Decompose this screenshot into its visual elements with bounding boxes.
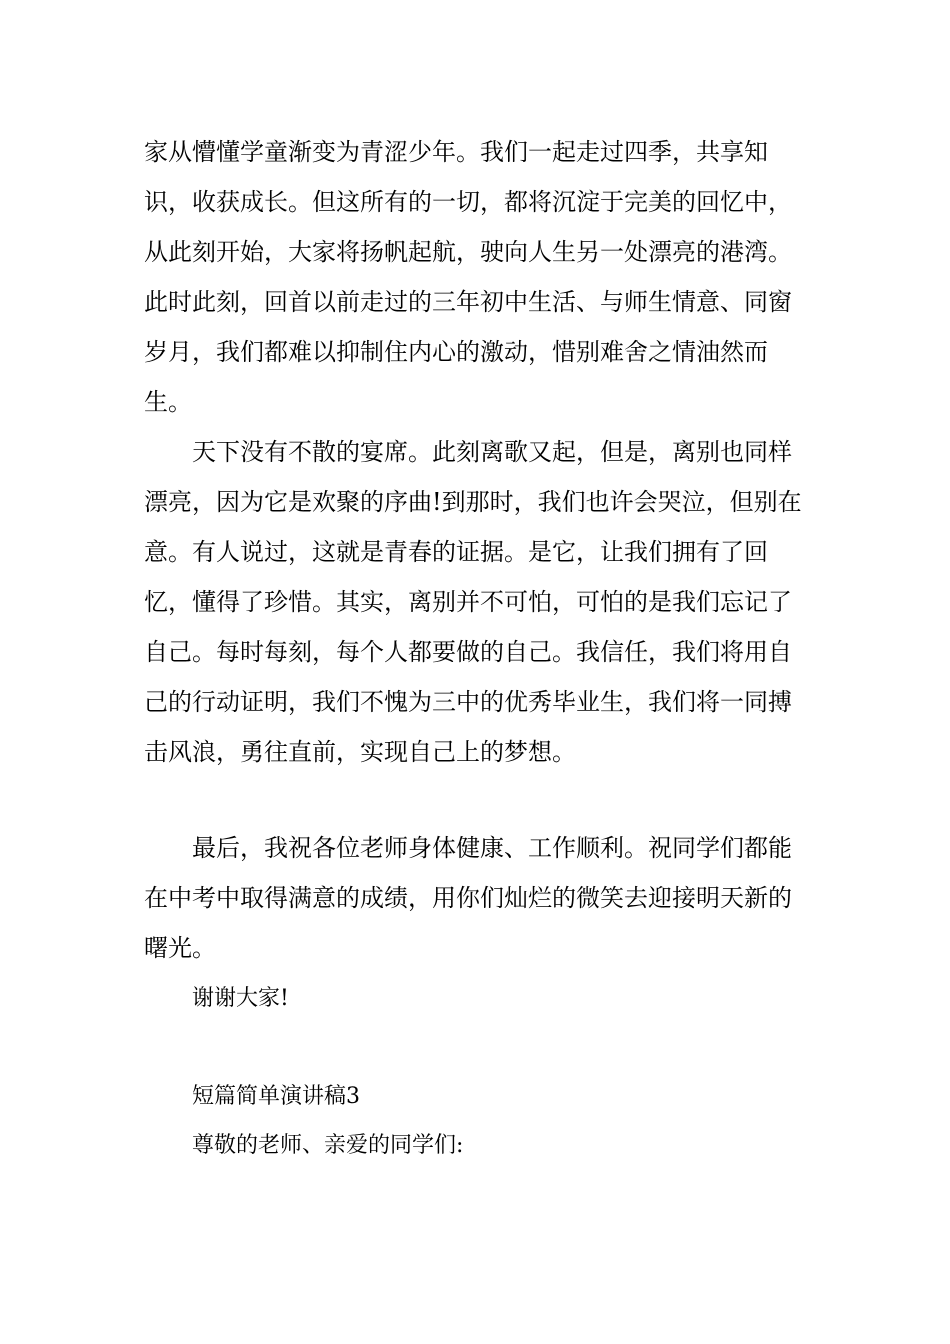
paragraph-2: 天下没有不散的宴席。此刻离歌又起，但是，离别也同样漂亮，因为它是欢聚的序曲!到那时，我们也许会哭泣，但别在意。有人说过，这就是青春的证据。是它，让我们拥有了回忆，懂得了珍惜。其实，离别并不可怕，可怕的是我们忘记了自己。每时每刻，每个人都要做的自己。我信任，我们将用自己的行动证明，我们不愧为三中的优秀毕业生，我们将一同搏击风浪，勇往直前，实现自己上的梦想。 (144, 438, 802, 766)
paragraph-1: 家从懵懂学童渐变为青涩少年。我们一起走过四季，共享知识，收获成长。但这所有的一切，都将沉淀于完美的回忆中，从此刻开始，大家将扬帆起航，驶向人生另一处漂亮的港湾。此时此刻，回首以前走过的三年初中生活、与师生情意、同窗岁月，我们都难以抑制住内心的激动，惜别难舍之情油然而生。 (144, 138, 792, 416)
thanks-line: 谢谢大家! (192, 986, 289, 1011)
section-heading: 短篇简单演讲稿3 (192, 1084, 360, 1109)
paragraph-3: 最后，我祝各位老师身体健康、工作顺利。祝同学们都能在中考中取得满意的成绩，用你们灿烂的微笑去迎接明天新的曙光。 (144, 834, 792, 962)
salutation-line: 尊敬的老师、亲爱的同学们: (192, 1133, 464, 1158)
